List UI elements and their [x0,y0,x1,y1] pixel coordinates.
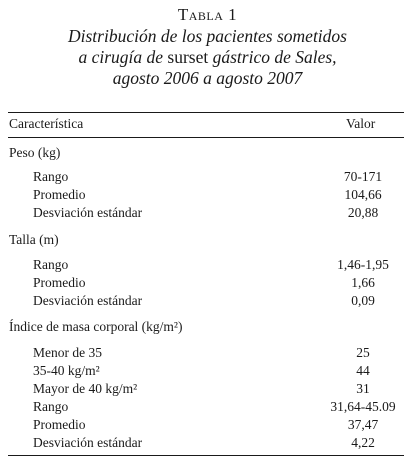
table-title-line-2-prefix: a cirugía de [78,47,164,67]
row-value: 0,09 [351,293,375,308]
row-label: Rango [33,169,69,184]
row-label: Rango [33,399,69,414]
table-row [0,398,415,416]
row-value: 4,22 [351,435,375,450]
table-row [0,292,415,310]
table-bottom-rule [8,455,404,456]
row-value: 104,66 [344,187,382,202]
section-row-talla [0,231,415,249]
row-value: 31 [356,381,370,396]
row-value: 25 [356,345,370,360]
row-label: Desviación estándar [33,435,143,450]
table-header-rule [8,137,404,138]
row-label: Rango [33,257,69,272]
row-label: Menor de 35 [33,345,102,360]
row-label: Promedio [33,187,86,202]
table-caption [0,4,415,89]
table-row [0,434,415,452]
row-label: Promedio [33,275,86,290]
table-row [0,186,415,204]
column-header-characteristic: Característica [9,116,84,131]
table-title-line-3: agosto 2006 a agosto 2007 [112,68,303,88]
table-number: Tabla 1 [177,5,238,24]
row-label: 35-40 kg/m² [33,363,100,378]
table-top-rule [8,112,404,113]
table-title-line-2-upright: surset [167,47,209,67]
row-label: Mayor de 40 kg/m² [33,381,138,396]
table-row [0,256,415,274]
table-title-line-2-suffix: gástrico de Sales, [212,47,337,67]
table-title-line-1: Distribución de los pacientes sometidos [67,26,347,46]
table-row [0,362,415,380]
table-row [0,274,415,292]
section-label: Peso (kg) [9,145,61,160]
table-title-line-2 [0,47,415,68]
row-label: Promedio [33,417,86,432]
row-value: 1,46-1,95 [337,257,389,272]
table-row [0,416,415,434]
row-label: Desviación estándar [33,293,143,308]
row-value: 37,47 [347,417,379,432]
section-label: Talla (m) [9,232,59,247]
section-row-imc [0,318,415,336]
row-value: 70-171 [343,169,383,184]
section-row-peso [0,144,415,162]
row-value: 20,88 [347,205,379,220]
table-row [0,380,415,398]
column-header-value: Valor [346,116,376,131]
row-value: 31,64-45.09 [330,399,396,414]
table-row [0,168,415,186]
row-value: 44 [356,363,370,378]
table-row [0,344,415,362]
section-label: Índice de masa corporal (kg/m²) [9,319,183,334]
row-label: Desviación estándar [33,205,143,220]
row-value: 1,66 [351,275,375,290]
table-row [0,204,415,222]
